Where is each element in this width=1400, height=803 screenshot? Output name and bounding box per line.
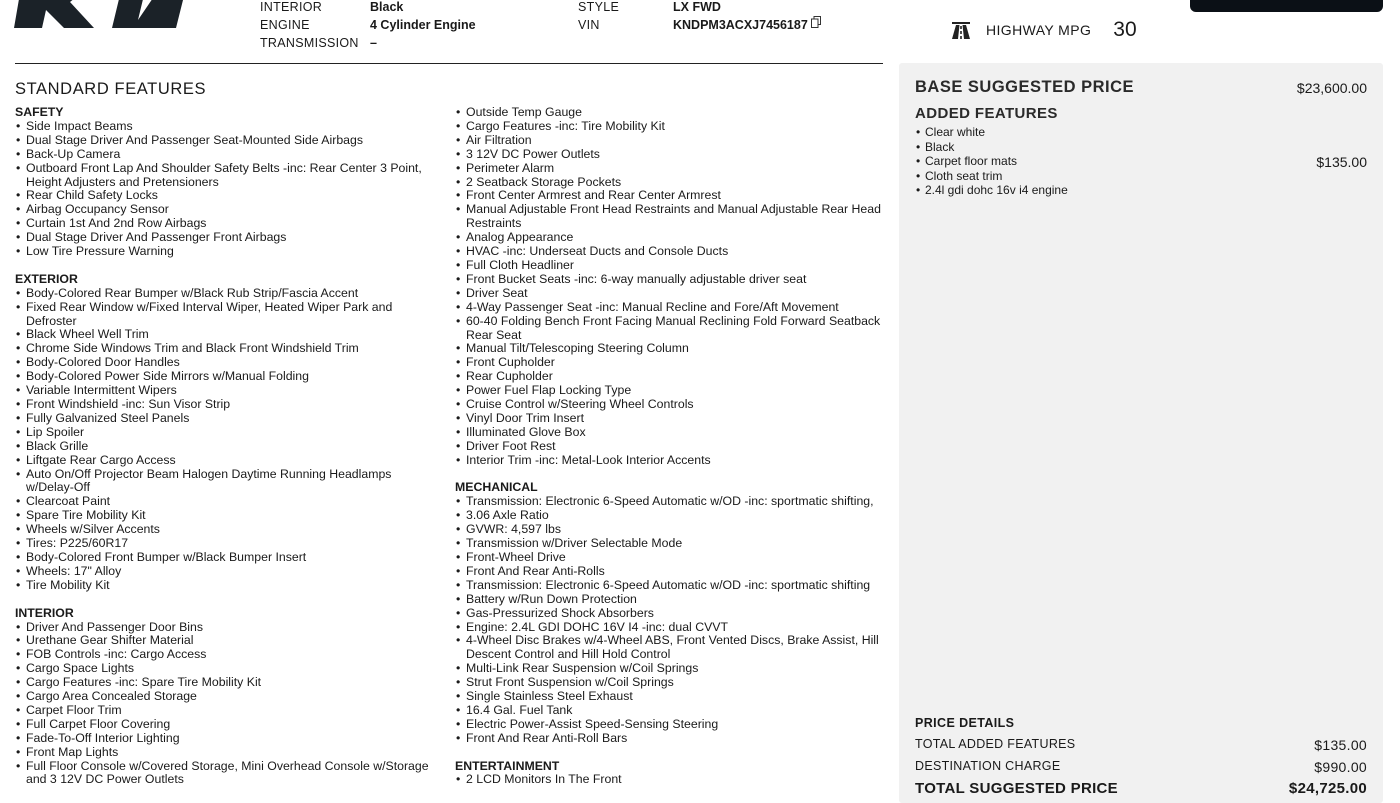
feature-item: • Battery w/Run Down Protection [455,593,885,607]
added-features-list [915,125,1367,198]
spec-value: – [370,36,377,50]
feature-item: • Front Map Lights [15,746,435,760]
feature-item: • Strut Front Suspension w/Coil Springs [455,676,885,690]
added-feature-item: • 2.4l gdi dohc 16v i4 engine [915,183,1367,198]
feature-item: • Analog Appearance [455,231,885,245]
feature-item: • Driver Foot Rest [455,440,885,454]
feature-category: SAFETY [15,105,64,119]
base-price-label: BASE SUGGESTED PRICE [915,78,1135,96]
feature-item: • 3.06 Axle Ratio [455,509,885,523]
spec-value: 4 Cylinder Engine [370,18,476,32]
feature-item: • Full Cloth Headliner [455,259,885,273]
feature-list [15,621,435,788]
feature-item: • Black Wheel Well Trim [15,328,435,342]
feature-item: • Front Center Armrest and Rear Center Armrest [455,189,885,203]
feature-item: • Front And Rear Anti-Rolls [455,565,885,579]
total-added-label: TOTAL ADDED FEATURES [915,737,1076,751]
feature-item: • Low Tire Pressure Warning [15,245,435,259]
feature-item: • Liftgate Rear Cargo Access [15,454,435,468]
feature-item: • Front And Rear Anti-Roll Bars [455,732,885,746]
feature-item: • Cruise Control w/Steering Wheel Controls [455,398,885,412]
feature-item: • Manual Tilt/Telescoping Steering Column [455,342,885,356]
feature-item: • Wheels w/Silver Accents [15,523,435,537]
brand-logo [14,0,234,30]
spec-value: LX FWD [673,0,721,14]
feature-item: • Spare Tire Mobility Kit [15,509,435,523]
header-divider [15,63,883,64]
feature-item: • Body-Colored Front Bumper w/Black Bumper Insert [15,551,435,565]
feature-item: • Front Cupholder [455,356,885,370]
base-price-value: $23,600.00 [1296,80,1367,96]
feature-item: • Outboard Front Lap And Shoulder Safety Belts -inc: Rear Center 3 Point, Height Adjusters and Pretensioners [15,162,435,190]
feature-item: • Driver Seat [455,287,885,301]
feature-item: • 2 Seatback Storage Pockets [455,176,885,190]
destination-label: DESTINATION CHARGE [915,759,1061,773]
feature-category: EXTERIOR [15,271,78,286]
added-feature-item: • Cloth seat trim [915,169,1367,184]
spec-value: KNDPM3ACXJ7456187 [673,18,808,32]
destination-value: $990.00 [1314,759,1367,775]
feature-item: • Interior Trim -inc: Metal-Look Interior Accents [455,454,885,468]
copy-icon[interactable] [811,16,821,28]
feature-item: • HVAC -inc: Underseat Ducts and Console Ducts [455,245,885,259]
feature-item: • Body-Colored Rear Bumper w/Black Rub Strip/Fascia Accent [15,287,435,301]
feature-item: • Full Carpet Floor Covering [15,718,435,732]
feature-item: • Air Filtration [455,134,885,148]
spec-row [260,0,476,16]
feature-category: MECHANICAL [455,480,538,495]
added-feature-item: • Clear white [915,125,1367,140]
feature-list [455,495,885,745]
destination-row [915,759,1367,775]
feature-item: • Electric Power-Assist Speed-Sensing Steering [455,718,885,732]
feature-item: • Back-Up Camera [15,148,435,162]
feature-item: • 4-Wheel Disc Brakes w/4-Wheel ABS, Front Vented Discs, Brake Assist, Hill Descent Control and Hill Hold Control [455,634,885,662]
feature-item: • Lip Spoiler [15,426,435,440]
features-column-2 [455,106,885,801]
feature-item: • Power Fuel Flap Locking Type [455,384,885,398]
added-feature-item: • Black [915,140,1367,155]
total-price-value: $24,725.00 [1288,780,1367,797]
feature-item: • FOB Controls -inc: Cargo Access [15,648,435,662]
spec-key: INTERIOR [260,0,323,14]
total-added-row [915,737,1367,753]
feature-item: • Transmission: Electronic 6-Speed Automatic w/OD -inc: sportmatic shifting, [455,495,885,509]
highway-icon [950,19,972,41]
feature-item: • Clearcoat Paint [15,495,435,509]
feature-item: • 3 12V DC Power Outlets [455,148,885,162]
highway-mpg-value: 30 [1113,18,1137,41]
feature-item: • 60-40 Folding Bench Front Facing Manual Reclining Fold Forward Seatback Rear Seat [455,315,885,343]
added-feature-item: • Carpet floor mats [915,154,1367,169]
feature-item: • Front-Wheel Drive [455,551,885,565]
feature-item: • 2 LCD Monitors In The Front [455,773,885,787]
spec-value: Black [370,0,404,14]
spec-key: STYLE [578,0,620,14]
added-features-label: ADDED FEATURES [915,105,1058,122]
feature-item: • Chrome Side Windows Trim and Black Front Windshield Trim [15,342,435,356]
feature-item: • Body-Colored Door Handles [15,356,435,370]
feature-item: • Auto On/Off Projector Beam Halogen Daytime Running Headlamps w/Delay-Off [15,468,435,496]
feature-item: • Fully Galvanized Steel Panels [15,412,435,426]
feature-item: • Fixed Rear Window w/Fixed Interval Wiper, Heated Wiper Park and Defroster [15,301,435,329]
feature-item: • Fade-To-Off Interior Lighting [15,732,435,746]
spec-key: ENGINE [260,18,310,32]
spec-row [260,16,476,34]
feature-category: ENTERTAINMENT [455,758,560,773]
features-column-1 [15,106,435,801]
feature-list [15,287,435,593]
spec-row [578,16,821,34]
total-price-label: TOTAL SUGGESTED PRICE [915,780,1118,797]
feature-item: • Vinyl Door Trim Insert [455,412,885,426]
feature-item: • Carpet Floor Trim [15,704,435,718]
feature-item: • Transmission: Electronic 6-Speed Automatic w/OD -inc: sportmatic shifting [455,579,885,593]
feature-item: • Multi-Link Rear Suspension w/Coil Springs [455,662,885,676]
feature-item: • 16.4 Gal. Fuel Tank [455,704,885,718]
standard-features-title: STANDARD FEATURES [15,80,207,98]
spec-row [578,0,821,16]
feature-item: • Rear Child Safety Locks [15,189,435,203]
feature-item: • Transmission w/Driver Selectable Mode [455,537,885,551]
feature-item: • Dual Stage Driver And Passenger Front Airbags [15,231,435,245]
feature-item: • Front Bucket Seats -inc: 6-way manually adjustable driver seat [455,273,885,287]
highway-mpg [950,18,1137,42]
feature-item: • Variable Intermittent Wipers [15,384,435,398]
total-price-row [915,780,1367,797]
feature-item: • 4-Way Passenger Seat -inc: Manual Recline and Fore/Aft Movement [455,301,885,315]
feature-category: INTERIOR [15,605,74,620]
feature-item: • Full Floor Console w/Covered Storage, Mini Overhead Console w/Storage and 3 12V DC Power Outlets [15,760,435,788]
feature-item: • Urethane Gear Shifter Material [15,634,435,648]
spec-table-right [578,0,821,34]
feature-item: • Wheels: 17" Alloy [15,565,435,579]
feature-item: • Manual Adjustable Front Head Restraints and Manual Adjustable Rear Head Restraints [455,203,885,231]
feature-item: • Gas-Pressurized Shock Absorbers [455,607,885,621]
feature-item: • Perimeter Alarm [455,162,885,176]
top-action-button[interactable] [1190,0,1383,12]
feature-item: • Tire Mobility Kit [15,579,435,593]
feature-item: • Driver And Passenger Door Bins [15,621,435,635]
added-features-price: $135.00 [1316,154,1367,170]
highway-mpg-label: HIGHWAY MPG [986,22,1092,38]
feature-item: • Cargo Area Concealed Storage [15,690,435,704]
feature-item: • Cargo Space Lights [15,662,435,676]
feature-item: • Curtain 1st And 2nd Row Airbags [15,217,435,231]
feature-item: • Front Windshield -inc: Sun Visor Strip [15,398,435,412]
feature-item: • Black Grille [15,440,435,454]
feature-list-continued [455,106,885,468]
spec-row [260,34,476,52]
feature-item: • Single Stainless Steel Exhaust [455,690,885,704]
feature-item: • Engine: 2.4L GDI DOHC 16V I4 -inc: dual CVVT [455,621,885,635]
price-details-label: PRICE DETAILS [915,716,1015,730]
feature-list [15,120,435,259]
feature-item: • Tires: P225/60R17 [15,537,435,551]
feature-item: • GVWR: 4,597 lbs [455,523,885,537]
spec-key: TRANSMISSION [260,36,359,50]
price-panel [899,63,1383,803]
spec-table-left [260,0,476,52]
feature-item: • Illuminated Glove Box [455,426,885,440]
feature-item: • Dual Stage Driver And Passenger Seat-Mounted Side Airbags [15,134,435,148]
feature-item: • Cargo Features -inc: Tire Mobility Kit [455,120,885,134]
feature-item: • Airbag Occupancy Sensor [15,203,435,217]
feature-item: • Side Impact Beams [15,120,435,134]
total-added-value: $135.00 [1314,737,1367,753]
feature-item: • Outside Temp Gauge [455,106,885,120]
feature-item: • Cargo Features -inc: Spare Tire Mobility Kit [15,676,435,690]
feature-item: • Body-Colored Power Side Mirrors w/Manual Folding [15,370,435,384]
feature-list [455,773,885,787]
spec-key: VIN [578,18,600,32]
feature-item: • Rear Cupholder [455,370,885,384]
